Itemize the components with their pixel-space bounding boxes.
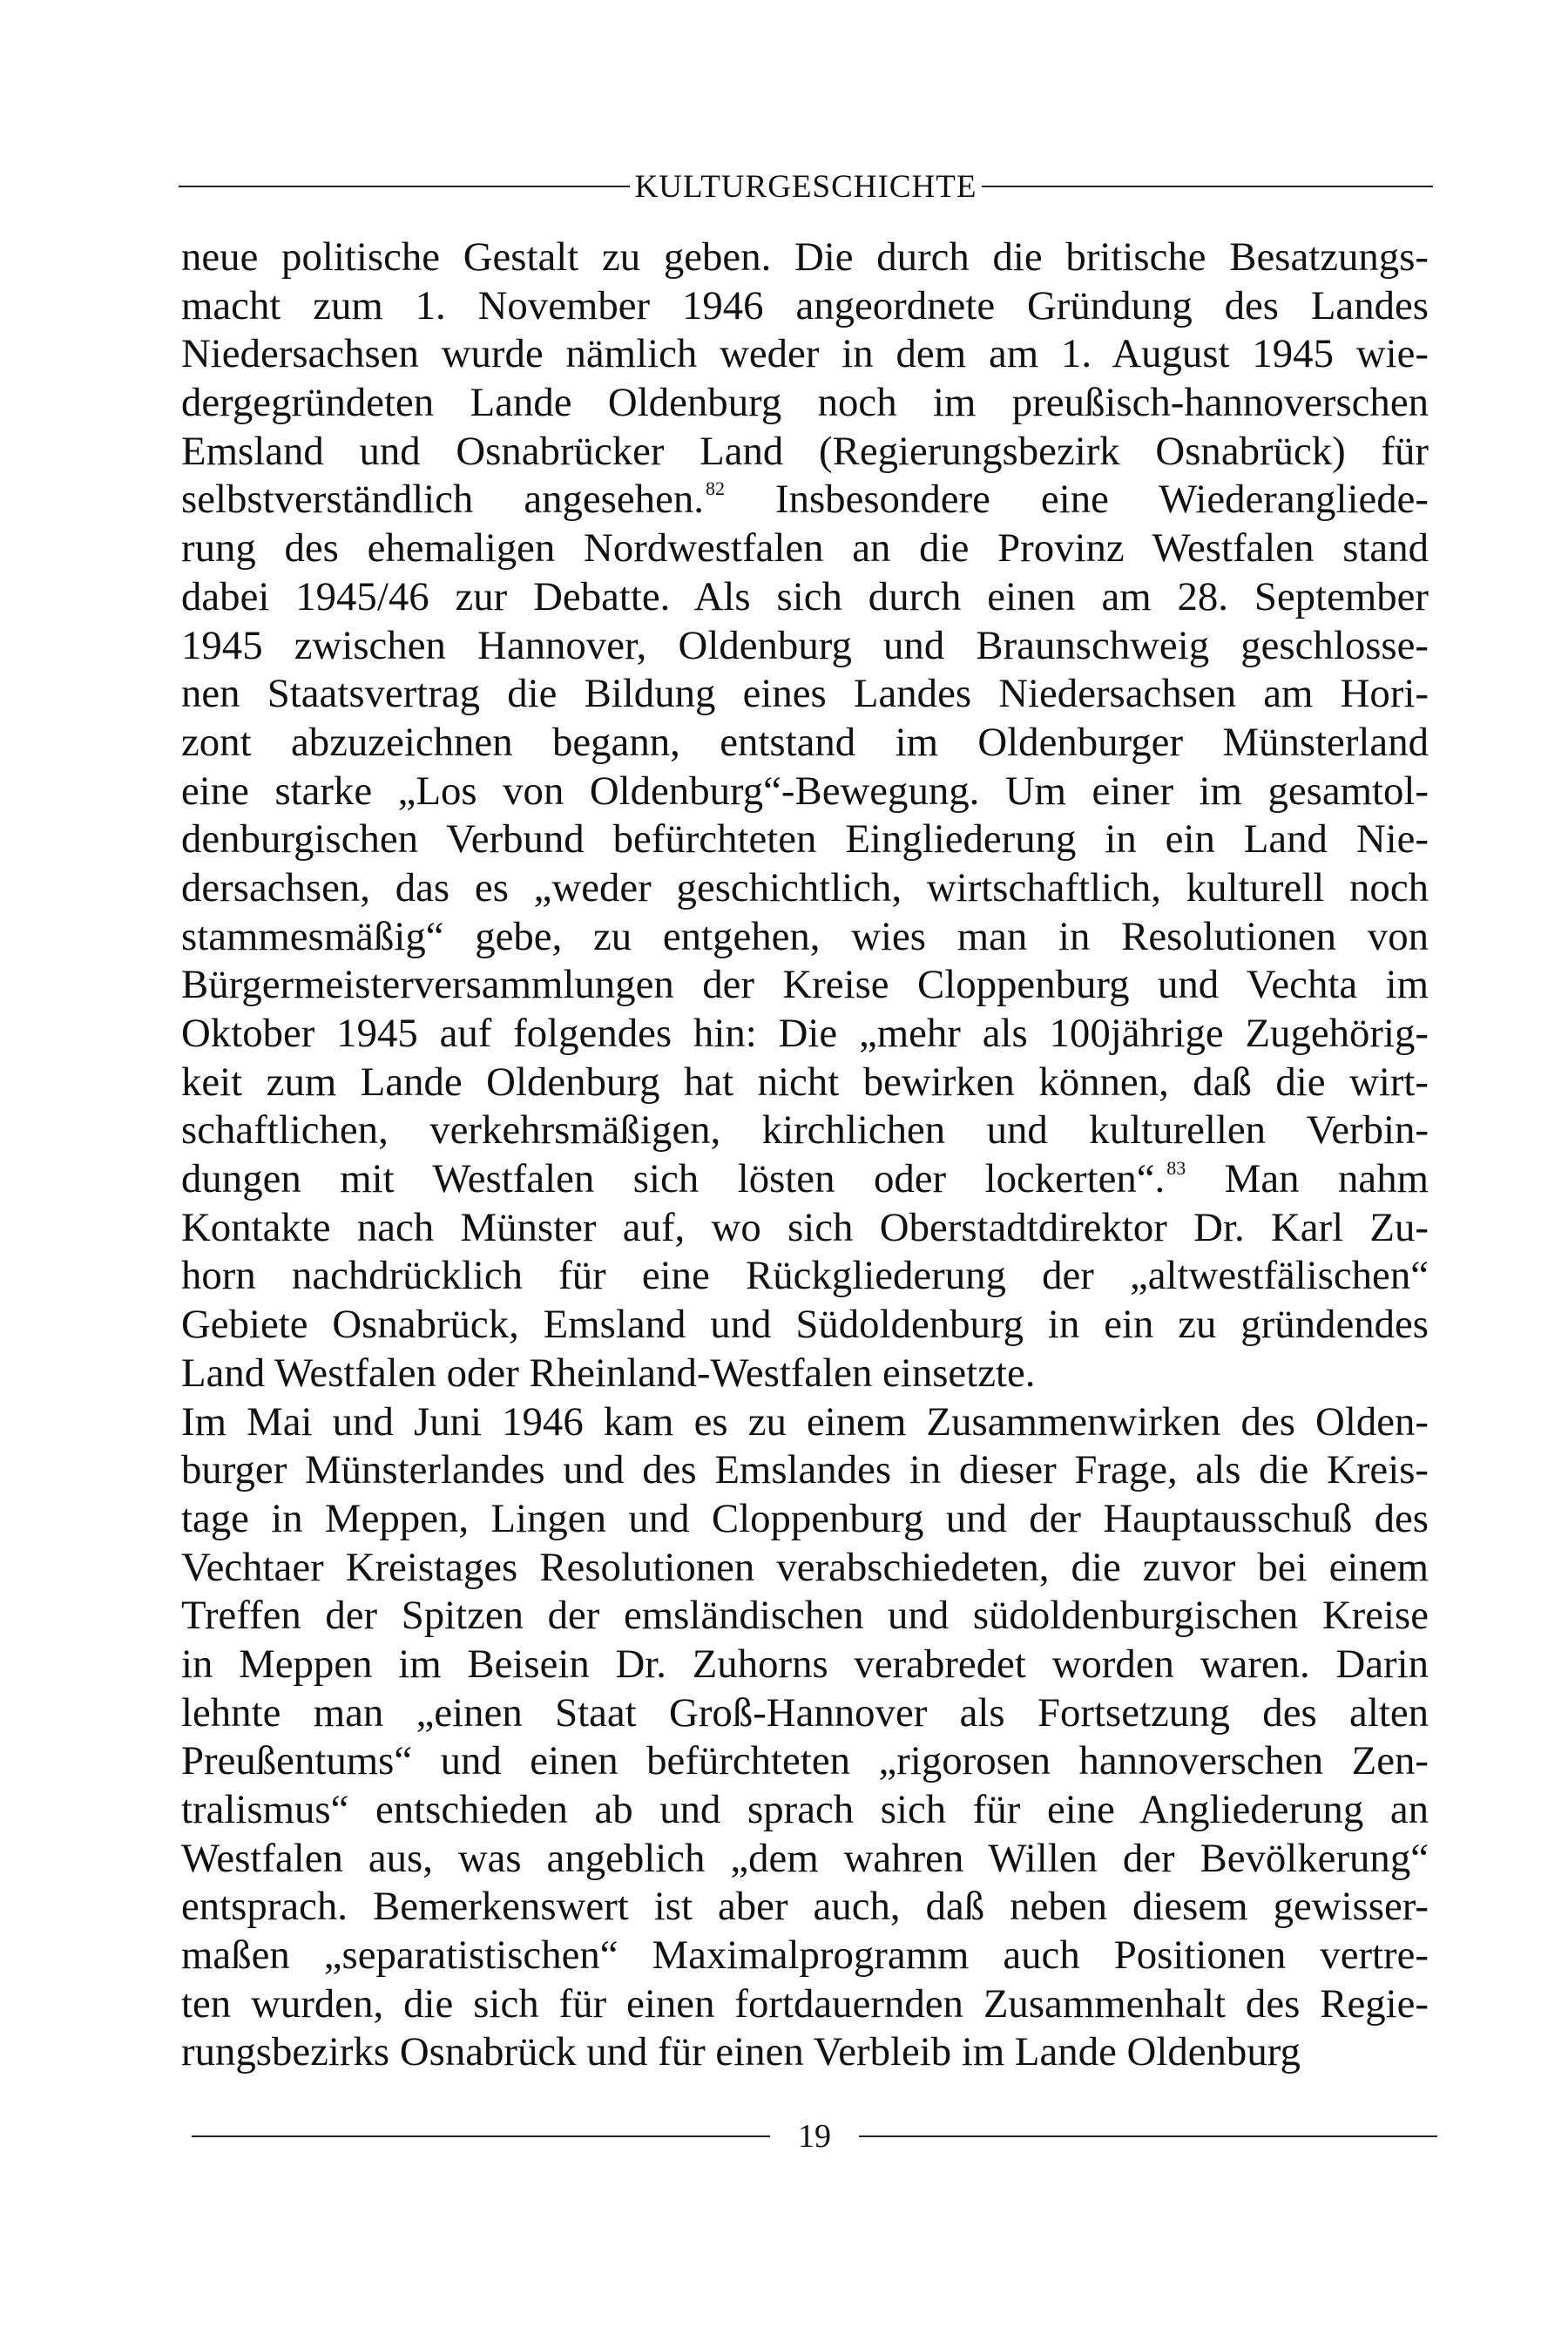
running-header (179, 166, 1433, 207)
text-line: entsprach. Bemerkenswert ist aber auch, daß neben diesem gewisser- (181, 1884, 1429, 1930)
text-line: Vechtaer Kreistages Resolutionen verabschiedeten, die zuvor bei einem (181, 1544, 1429, 1590)
footer-rule-right (859, 2135, 1437, 2137)
footnote-marker[interactable]: 83 (1166, 1157, 1186, 1180)
footnote-marker[interactable]: 82 (705, 477, 725, 500)
text-line: 1945 zwischen Hannover, Oldenburg und Braunschweig geschlosse- (181, 622, 1429, 668)
text-line: Preußentums“ und einen befürchteten „rigorosen hannoverschen Zen- (181, 1738, 1429, 1784)
text-line: Westfalen aus, was angeblich „dem wahren Willen der Bevölkerung“ (181, 1835, 1429, 1881)
text-line: zont abzuzeichnen begann, entstand im Oldenburger Münsterland (181, 719, 1429, 765)
text-line: dungen mit Westfalen sich lösten oder lockerten“.$^{83}$ Man nahm (181, 1156, 1429, 1202)
body-text (181, 234, 1429, 2077)
text-line: rung des ehemaligen Nordwestfalen an die Provinz Westfalen stand (181, 525, 1429, 572)
paragraph-1 (181, 234, 1429, 1398)
header-rule-right (982, 186, 1433, 187)
header-rule-left (179, 186, 630, 187)
text-line: dergegründeten Lande Oldenburg noch im preußisch-hannoverschen (181, 380, 1429, 426)
text-line: maßen „separatistischen“ Maximalprogramm auch Positionen vertre- (181, 1932, 1429, 1979)
text-line: eine starke „Los von Oldenburg“-Bewegung. Um einer im gesamtol- (181, 768, 1429, 814)
text-line: schaftlichen, verkehrsmäßigen, kirchlichen und kulturellen Verbin- (181, 1107, 1429, 1154)
page-footer (192, 2110, 1437, 2162)
page-number: 19 (798, 2118, 831, 2155)
text-line: burger Münsterlandes und des Emslandes in dieser Frage, als die Kreis- (181, 1447, 1429, 1493)
text-line: dabei 1945/46 zur Debatte. Als sich durch einen am 28. September (181, 573, 1429, 619)
text-line: dersachsen, das es „weder geschichtlich, wirtschaftlich, kulturell noch (181, 864, 1429, 910)
text-line: rungsbezirks Osnabrück und für einen Verbleib im Lande Oldenburg (181, 2029, 1301, 2075)
text-line: tage in Meppen, Lingen und Cloppenburg und der Hauptausschuß des (181, 1495, 1429, 1541)
text-line: Bürgermeisterversammlungen der Kreise Cloppenburg und Vechta im (181, 962, 1429, 1008)
text-line: neue politische Gestalt zu geben. Die durch die britische Besatzungs- (181, 234, 1429, 280)
text-line: tralismus“ entschieden ab und sprach sich für eine Angliederung an (181, 1787, 1429, 1832)
text-line: Emsland und Osnabrücker Land (Regierungsbezirk Osnabrück) für (181, 428, 1429, 474)
text-line: Treffen der Spitzen der emsländischen und südoldenburgischen Kreise (181, 1593, 1429, 1639)
text-line: stammesmäßig“ gebe, zu entgehen, wies man in Resolutionen von (181, 913, 1429, 959)
text-line: selbstverständlich angesehen.$^{82}$ Insbesondere eine Wiederangliede- (181, 477, 1429, 523)
text-line: ten wurden, die sich für einen fortdauernden Zusammenhalt des Regie- (181, 1980, 1429, 2027)
text-line: Kontakte nach Münster auf, wo sich Oberstadtdirektor Dr. Karl Zu- (181, 1204, 1429, 1250)
text-line: Oktober 1945 auf folgendes hin: Die „mehr als 100jährige Zugehörig- (181, 1011, 1429, 1056)
footer-rule-left (192, 2135, 770, 2137)
text-line: Land Westfalen oder Rheinland-Westfalen einsetzte. (181, 1350, 1036, 1396)
text-line: denburgischen Verbund befürchteten Eingliederung in ein Land Nie- (181, 816, 1429, 863)
paragraph-2 (181, 1398, 1429, 2078)
text-line: nen Staatsvertrag die Bildung eines Landes Niedersachsen am Hori- (181, 671, 1429, 717)
text-line: macht zum 1. November 1946 angeordnete Gründung des Landes (181, 282, 1429, 328)
text-line: lehnte man „einen Staat Groß-Hannover als Fortsetzung des alten (181, 1689, 1429, 1736)
text-line: Im Mai und Juni 1946 kam es zu einem Zusammenwirken des Olden- (181, 1398, 1429, 1445)
text-line: in Meppen im Beisein Dr. Zuhorns verabredet worden waren. Darin (181, 1641, 1429, 1687)
text-line: Gebiete Osnabrück, Emsland und Südoldenburg in ein zu gründendes (181, 1302, 1429, 1348)
running-header-title: KULTURGESCHICHTE (634, 168, 977, 205)
text-line: keit zum Lande Oldenburg hat nicht bewirken können, daß die wirt- (181, 1059, 1429, 1105)
text-line: horn nachdrücklich für eine Rückgliederung der „altwestfälischen“ (181, 1253, 1429, 1299)
text-line: Niedersachsen wurde nämlich weder in dem am 1. August 1945 wie- (181, 331, 1429, 377)
